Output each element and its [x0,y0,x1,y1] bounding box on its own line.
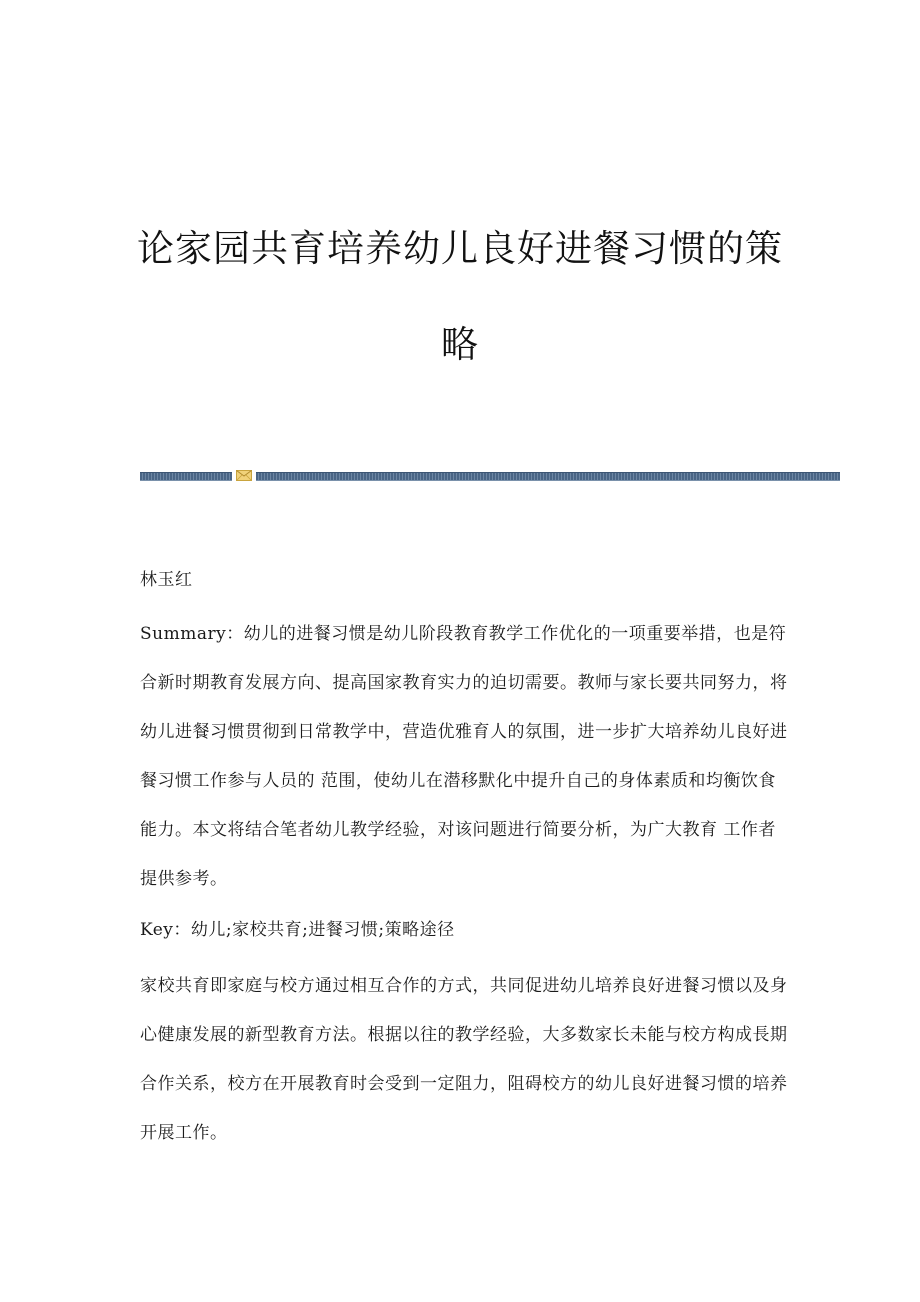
summary-paragraph: Summary：幼儿的进餐习惯是幼儿阶段教育教学工作优化的一项重要举措，也是符合新时期教育发展方向、提高国家教育实力的迫切需要。教师与家长要共同努力，将幼儿进餐习惯贯彻到日常教学中，营造优雅育人的氛围，进一步扩大培养幼儿良好进餐习惯工作参与人员的 范围，使幼儿在潜移默化中提升自己的身体素质和均衡饮食能力。本文将结合笔者幼儿教学经验，对该问题进行简要分析，为广大教育 工作者提供参考。 [140,624,788,889]
page-title-continuation: 略 [441,323,479,366]
divider-bar-right [256,472,840,481]
envelope-ornament-icon [236,470,252,481]
keywords-line: Key：幼儿;家校共育;进餐习惯;策略途径 [140,920,455,940]
page-title: 论家园共育培养幼儿良好进餐习惯的策 [137,227,783,270]
body-paragraph: 家校共育即家庭与校方通过相互合作的方式，共同促进幼儿培养良好进餐习惯以及身心健康发展的新型教育方法。根据以往的教学经验，大多数家长未能与校方构成長期合作关系，校方在开展教育时会受到一定阻力，阻碍校方的幼儿良好进餐习惯的培养开展工作。 [140,976,788,1143]
author-name: 林玉红 [140,570,193,590]
divider-bar-left [140,472,232,481]
title-divider [140,470,840,480]
